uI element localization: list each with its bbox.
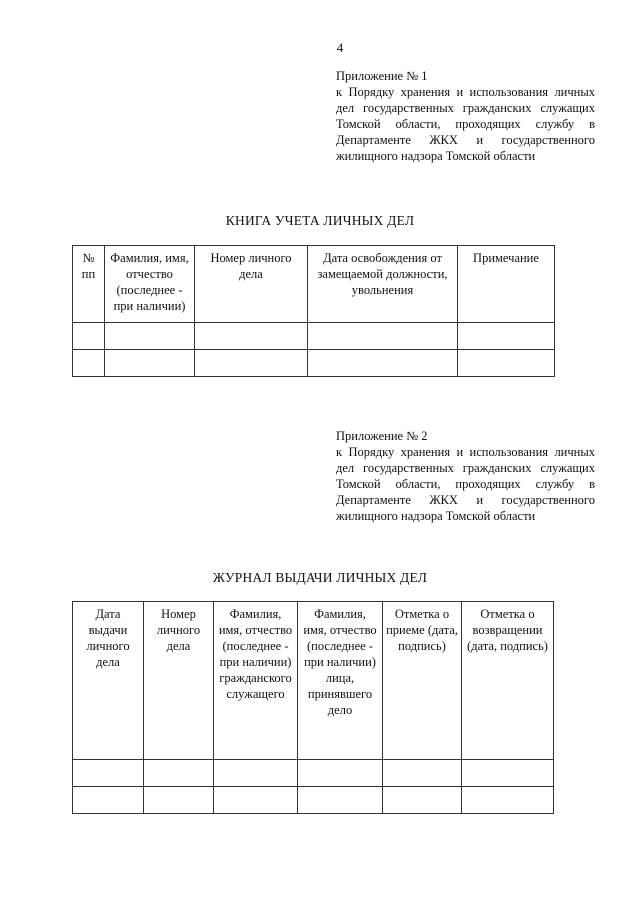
table-cell [73, 323, 105, 350]
table-row [73, 787, 554, 814]
appendix-1-text [336, 84, 595, 164]
appendix-2-text [336, 444, 595, 524]
appendix-1-line: государственного жилищного надзора [336, 133, 595, 163]
appendix-2-block [336, 428, 595, 524]
appendix-1-line: Томской области [445, 149, 536, 163]
appendix-2-line: государственного жилищного надзора [336, 493, 595, 523]
column-header: Дата выдачи личного дела [73, 602, 144, 760]
table-cell [144, 787, 214, 814]
column-header: Фамилия, имя, отчество (последнее - при наличии) лица, принявшего дело [298, 602, 383, 760]
appendix-2-line: Томской области [445, 509, 536, 523]
table-cell [73, 350, 105, 377]
column-header: Номер личного дела [144, 602, 214, 760]
appendix-2-number: Приложение № 2 [336, 429, 428, 443]
column-header: Дата освобождения от замещаемой должности, увольнения [308, 246, 458, 323]
table-cell [73, 760, 144, 787]
appendix-1-line: службу в Департаменте ЖКХ и [336, 117, 595, 147]
table-cell [308, 350, 458, 377]
appendix-1-line: личных дел государственных гражданских [336, 85, 595, 115]
appendix-2-line: служащих Томской области, проходящих [336, 461, 595, 491]
appendix-1-block [336, 68, 595, 164]
table-cell [308, 323, 458, 350]
table-cell [298, 787, 383, 814]
table-cell [462, 787, 554, 814]
table-cell [214, 787, 298, 814]
table-cell [214, 760, 298, 787]
book-title: КНИГА УЧЕТА ЛИЧНЫХ ДЕЛ [225, 213, 415, 228]
table-cell [73, 787, 144, 814]
appendix-1-line: служащих Томской области, проходящих [336, 101, 595, 131]
column-header: Номер личного дела [195, 246, 308, 323]
table-row [73, 760, 554, 787]
table-cell [105, 323, 195, 350]
journal-table [72, 601, 554, 814]
column-header: № пп [73, 246, 105, 323]
column-header: Фамилия, имя, отчество (последнее - при наличии) [105, 246, 195, 323]
appendix-2-line: службу в Департаменте ЖКХ и [336, 477, 595, 507]
table-row [73, 350, 555, 377]
table-cell [298, 760, 383, 787]
table-header-row [73, 602, 554, 760]
table-cell [195, 323, 308, 350]
table-cell [458, 323, 555, 350]
table-cell [458, 350, 555, 377]
appendix-2-line: личных дел государственных гражданских [336, 445, 595, 475]
page-number: 4 [336, 40, 344, 55]
journal-title: ЖУРНАЛ ВЫДАЧИ ЛИЧНЫХ ДЕЛ [212, 570, 428, 585]
appendix-1-number: Приложение № 1 [336, 69, 428, 83]
table-row [73, 323, 555, 350]
table-cell [105, 350, 195, 377]
table-cell [383, 760, 462, 787]
appendix-2-line: к Порядку хранения и использования [336, 445, 549, 459]
table-cell [462, 760, 554, 787]
column-header: Отметка о приеме (дата, подпись) [383, 602, 462, 760]
table-header-row [73, 246, 555, 323]
table-cell [195, 350, 308, 377]
column-header: Отметка о возвращении (дата, подпись) [462, 602, 554, 760]
table-cell [383, 787, 462, 814]
appendix-1-line: к Порядку хранения и использования [336, 85, 549, 99]
table-cell [144, 760, 214, 787]
column-header: Фамилия, имя, отчество (последнее - при наличии) гражданского служащего [214, 602, 298, 760]
column-header: Примечание [458, 246, 555, 323]
book-table [72, 245, 555, 377]
